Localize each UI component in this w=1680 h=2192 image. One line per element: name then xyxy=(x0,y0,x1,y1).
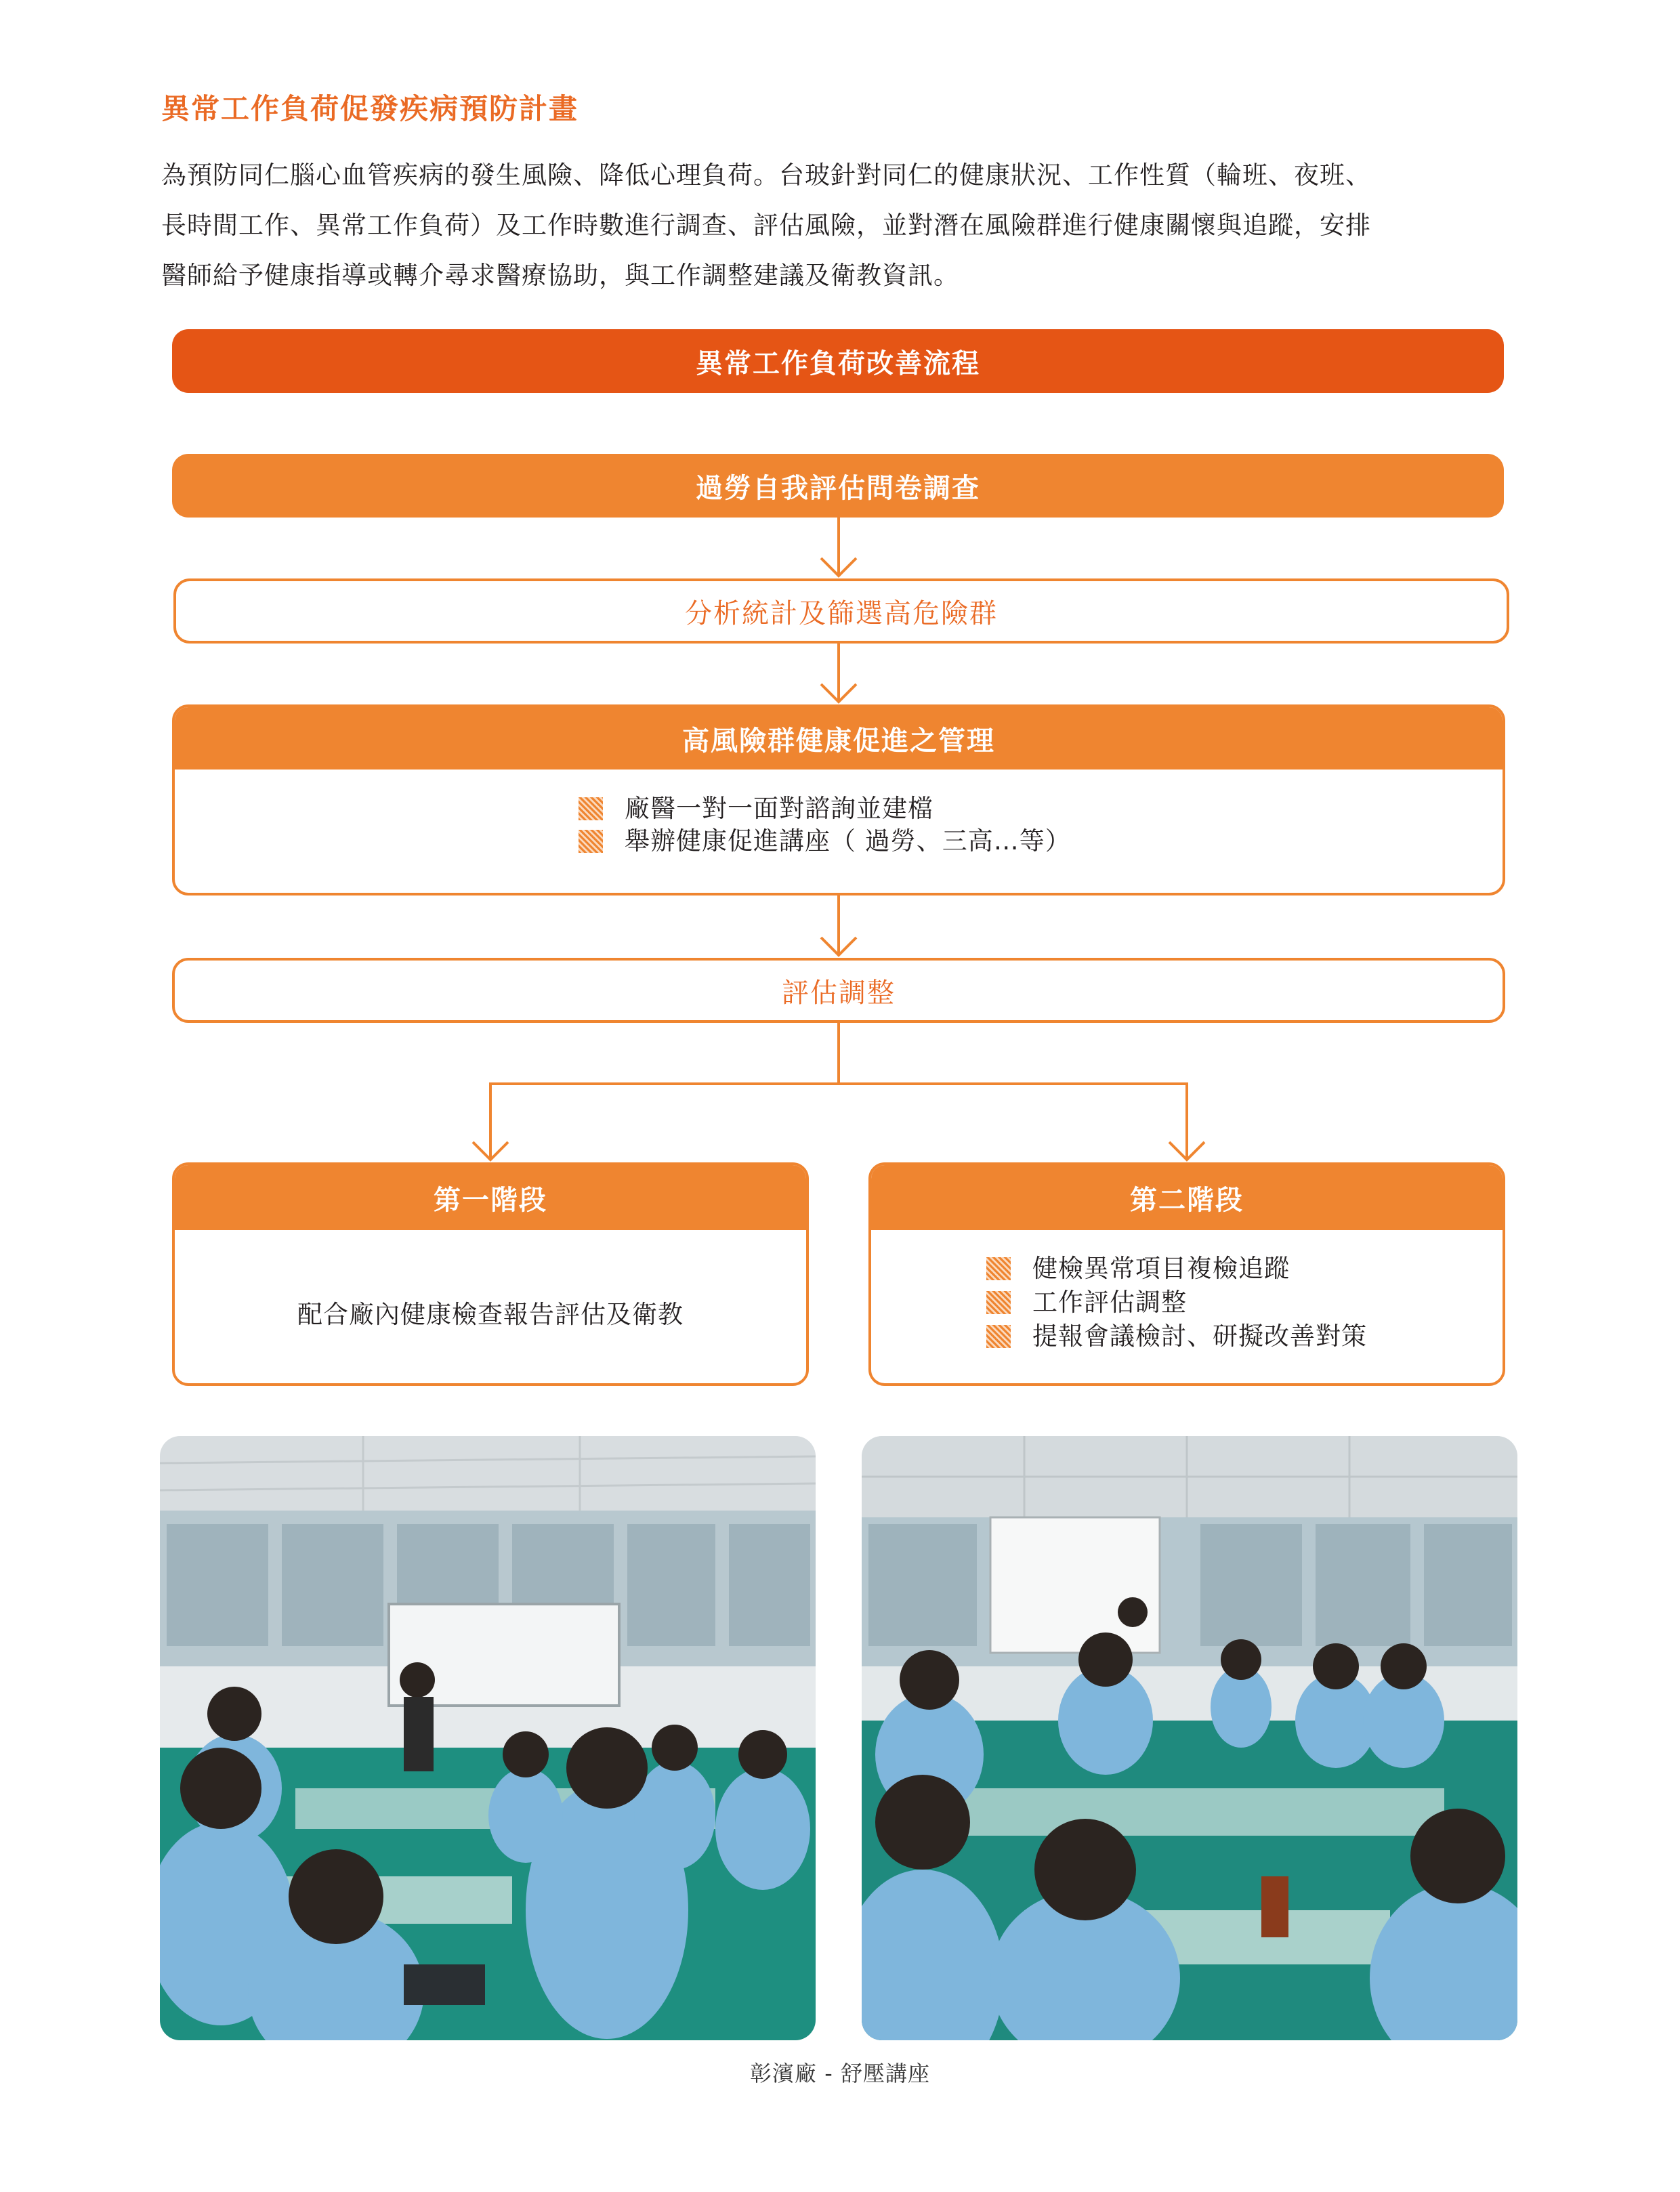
hatched-square-bullet-icon xyxy=(986,1257,1011,1280)
hatched-square-bullet-icon xyxy=(986,1325,1011,1348)
photo-caption: 彰濱廠 - 舒壓講座 xyxy=(750,2061,930,2086)
lecture-photo-left xyxy=(160,1436,816,2040)
list-item xyxy=(986,1252,1367,1286)
classroom-lecture-photo-image xyxy=(160,1436,816,2040)
lecture-photo-right xyxy=(862,1436,1517,2040)
list-item-label: 舉辦健康促進講座（ 過勞、三高…等） xyxy=(625,826,1071,856)
list-item-label: 工作評估調整 xyxy=(1032,1288,1187,1317)
list-item xyxy=(986,1320,1367,1353)
intro-line: 為預防同仁腦心血管疾病的發生風險、降低心理負荷。台玻針對同仁的健康狀況、工作性質（輪班、夜班、 xyxy=(161,161,1371,190)
list-item-label: 廠醫一對一面對諮詢並建檔 xyxy=(625,794,933,823)
stage-two-title: 第二階段 xyxy=(871,1165,1503,1230)
flow-step-evaluate: 評估調整 xyxy=(172,958,1505,1023)
intro-line: 醫師給予健康指導或轉介尋求醫療協助，與工作調整建議及衛教資訊。 xyxy=(161,261,959,290)
stage-one-card xyxy=(172,1162,809,1386)
list-item-label: 健檢異常項目複檢追蹤 xyxy=(1032,1254,1290,1283)
list-item-label: 提報會議檢討、研擬改善對策 xyxy=(1032,1322,1367,1351)
flow-title-bar: 異常工作負荷改善流程 xyxy=(172,329,1504,393)
intro-line: 長時間工作、異常工作負荷）及工作時數進行調查、評估風險，並對潛在風險群進行健康關懷與追蹤，安排 xyxy=(161,211,1371,240)
hatched-square-bullet-icon xyxy=(986,1291,1011,1314)
stage-two-bullet-list xyxy=(986,1252,1367,1353)
branch-connector-line xyxy=(490,1084,1187,1160)
section-title: 異常工作負荷促發疾病預防計畫 xyxy=(161,92,579,125)
list-item xyxy=(986,1286,1367,1320)
flow-step-analysis: 分析統計及篩選高危險群 xyxy=(173,578,1509,644)
stage-one-title: 第一階段 xyxy=(175,1165,806,1230)
classroom-lecture-photo-image xyxy=(862,1436,1517,2040)
stage-two-card xyxy=(868,1162,1505,1386)
stage-one-text: 配合廠內健康檢查報告評估及衛教 xyxy=(297,1300,684,1329)
management-card-title: 高風險群健康促進之管理 xyxy=(175,707,1503,770)
flow-step-survey: 過勞自我評估問卷調查 xyxy=(172,454,1504,518)
